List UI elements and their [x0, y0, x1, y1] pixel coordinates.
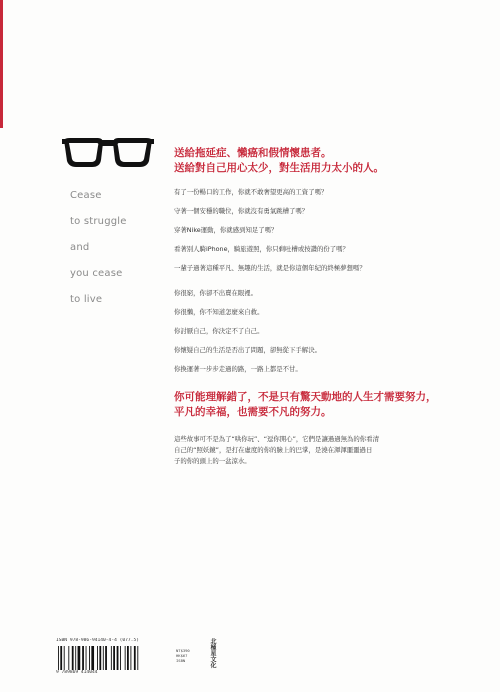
heading2-line: 平凡的幸福，也需要不凡的努力。: [174, 406, 332, 418]
second-heading: [174, 390, 444, 420]
price-block: [176, 648, 200, 663]
eyeglasses-icon: [62, 134, 154, 170]
barcode-bar: [130, 646, 131, 670]
heading-line: 送給對自己用心太少，對生活用力太小的人。: [174, 162, 384, 174]
statement-list: [174, 289, 444, 374]
closing-paragraph: [174, 434, 444, 467]
barcode-bar: [134, 646, 136, 670]
barcode-bar: [60, 646, 62, 670]
barcode-bar: [127, 646, 129, 670]
question-list: [174, 188, 444, 273]
isbn-barcode: [56, 638, 172, 678]
barcode-bar: [78, 646, 81, 670]
barcode-bar: [68, 646, 69, 670]
side-quote-line: and: [70, 242, 90, 253]
barcode-bar: [103, 646, 104, 670]
statement-line: 你很懶，你不知道怎麼來自救。: [174, 308, 264, 316]
side-quote-line: Cease: [70, 190, 102, 201]
barcode-bar: [89, 646, 90, 670]
barcode-bar: [72, 646, 74, 670]
question-line: 一輩子過著這種平凡、無趣的生活，就是你這個年紀的終極夢想嗎？: [174, 264, 366, 272]
barcode-bars: [56, 646, 172, 670]
heading-line: 送給拖延症、懶癌和假情懷患者。: [174, 147, 332, 159]
red-edge-strip: [0, 0, 3, 128]
statement-line: 你討厭自己，你決定不了自己。: [174, 327, 264, 335]
barcode-bar: [86, 646, 87, 670]
barcode-bar: [117, 646, 119, 670]
side-quote-line: you cease: [70, 268, 123, 279]
question-line: 看著別人騎iPhone，騎旅遊照，你只剩吐槽或按讚的份了嗎？: [174, 245, 349, 253]
barcode-bar: [64, 646, 65, 670]
barcode-bar: [120, 646, 121, 670]
barcode-bar: [75, 646, 76, 670]
barcode-bar: [99, 646, 101, 670]
side-quote-line: to live: [70, 294, 103, 305]
question-line: 有了一份暢口的工作，你就不敢奢望更高的工資了嗎？: [174, 188, 328, 196]
blurb-content: [174, 146, 444, 467]
price-line: NT$390: [176, 648, 190, 653]
side-quote-line: to struggle: [70, 216, 127, 227]
statement-line: 你換運著一步步走過的路，一路上都是不甘。: [174, 365, 302, 373]
barcode-bar: [91, 646, 94, 670]
barcode-bar: [125, 646, 126, 670]
barcode-bar: [113, 646, 115, 670]
statement-line: 你很窮，你卻不出賣在眼裡。: [174, 289, 258, 297]
paragraph-line: 自己的“照妖鏡”，是打在虛度的你的臉上的巴掌，是澆在渾渾噩噩過日: [174, 446, 373, 454]
side-quote: [70, 190, 127, 320]
barcode-bar: [58, 646, 59, 670]
question-line: 穿著Nike運動，你就感到知足了嗎？: [174, 226, 278, 234]
barcode-bar: [105, 646, 107, 670]
paragraph-line: 子的你的頭上的一盆涼水。: [174, 457, 251, 465]
paragraph-line: 這些故事可不是為了“哄你玩”、“逗你開心”，它們是讓過過無為的你看清: [174, 435, 379, 443]
question-line: 守著一個安穩的職位，你就沒有勇氣跳槽了嗎？: [174, 207, 309, 215]
barcode-bar: [82, 646, 84, 670]
heading2-line: 你可能理解錯了，不是只有驚天動地的人生才需要努力，: [174, 391, 437, 403]
price-line: ISBN: [176, 658, 186, 663]
publisher-logo: 北極星文化: [209, 638, 216, 668]
price-line: HK$67: [176, 653, 188, 658]
barcode-bar: [111, 646, 112, 670]
barcode-top-text: ISBN 978-986-94140-4-4 (077.5): [56, 638, 139, 643]
barcode-number: 9 789869 414044: [56, 670, 98, 675]
statement-line: 你懷疑自己的生活是否出了問題，卻無從下手解決。: [174, 346, 321, 354]
barcode-bar: [137, 646, 138, 670]
barcode-bar: [97, 646, 98, 670]
